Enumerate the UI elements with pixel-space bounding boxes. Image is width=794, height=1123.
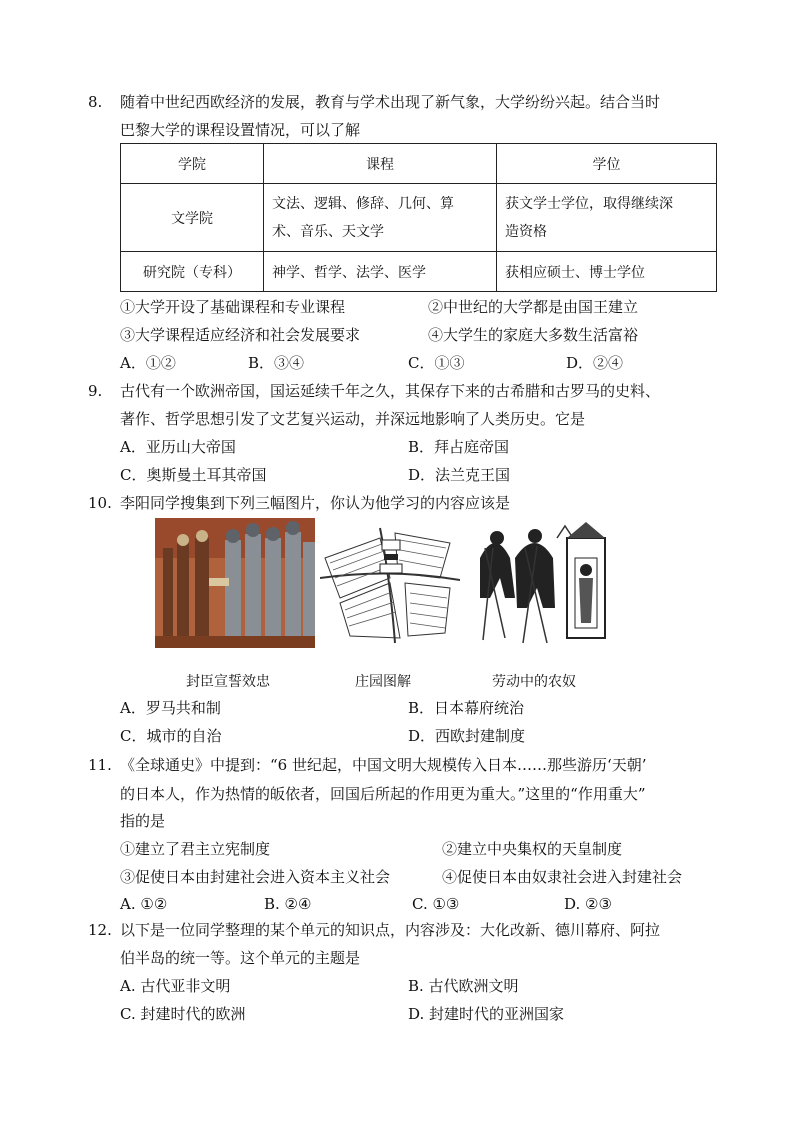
q11-option-b[interactable]: B. ②④ — [264, 895, 312, 913]
q8-number: 8. — [88, 93, 103, 111]
q10-stem: 李阳同学搜集到下列三幅图片，你认为他学习的内容应该是 — [120, 494, 511, 512]
q12-option-c[interactable]: C. 封建时代的欧洲 — [120, 1005, 246, 1023]
q9-option-d[interactable]: D．法兰克王国 — [408, 466, 511, 484]
q11-stem-line1: 《全球通史》中提到：“6 世纪起，中国文明大规模传入日本……那些游历‘天朝’ — [120, 756, 647, 774]
q12-stem-line1: 以下是一位同学整理的某个单元的知识点，内容涉及：大化改新、德川幕府、阿拉 — [120, 921, 661, 939]
q12-number: 12. — [88, 921, 112, 939]
table-row — [121, 252, 717, 292]
q8-statement-2: ②中世纪的大学都是由国王建立 — [428, 298, 639, 316]
table-cell-course-line2: 术、音乐、天文学 — [272, 223, 384, 240]
q12-option-d[interactable]: D. 封建时代的亚洲国家 — [408, 1005, 565, 1023]
q11-statement-2: ②建立中央集权的天皇制度 — [442, 840, 623, 858]
q8-statement-1: ①大学开设了基础课程和专业课程 — [120, 298, 346, 316]
q11-stem-line2: 的日本人，作为热情的皈依者，回国后所起的作用更为重大。”这里的“作用重大” — [120, 785, 646, 803]
q12-stem-line2: 伯半岛的统一等。这个单元的主题是 — [120, 949, 361, 967]
q9-option-b[interactable]: B．拜占庭帝国 — [408, 438, 510, 456]
q12-option-b[interactable]: B. 古代欧洲文明 — [408, 977, 519, 995]
q8-stem-line1: 随着中世纪西欧经济的发展，教育与学术出现了新气象，大学纷纷兴起。结合当时 — [120, 93, 661, 111]
q8-course-table — [120, 143, 717, 292]
q9-option-c[interactable]: C．奥斯曼土耳其帝国 — [120, 466, 267, 484]
q11-statement-1: ①建立了君主立宪制度 — [120, 840, 271, 858]
manor-diagram-image — [320, 518, 460, 648]
q8-option-b[interactable]: B．③④ — [248, 354, 305, 372]
q9-stem-line2: 著作、哲学思想引发了文艺复兴运动，并深远地影响了人类历史。它是 — [120, 410, 586, 428]
table-cell-degree-line2: 造资格 — [505, 223, 547, 240]
table-header-college: 学院 — [121, 144, 264, 184]
table-cell-course-line1: 文法、逻辑、修辞、几何、算 — [272, 195, 454, 212]
table-header-degree: 学位 — [497, 144, 717, 184]
caption-manor-diagram: 庄园图解 — [355, 674, 411, 690]
q12-option-a[interactable]: A. 古代亚非文明 — [120, 977, 231, 995]
q9-number: 9. — [88, 382, 103, 400]
caption-vassal-oath: 封臣宣誓效忠 — [186, 674, 270, 690]
q11-stem-line3: 指的是 — [120, 812, 166, 830]
table-cell-degree: 获相应硕士、博士学位 — [497, 252, 717, 292]
table-cell-college: 文学院 — [121, 184, 264, 252]
q11-option-c[interactable]: C. ①③ — [412, 895, 460, 913]
q10-option-a[interactable]: A．罗马共和制 — [120, 699, 221, 717]
q8-option-d[interactable]: D．②④ — [566, 354, 624, 372]
serfs-working-image — [475, 518, 610, 648]
q8-statement-4: ④大学生的家庭大多数生活富裕 — [428, 326, 639, 344]
q11-number: 11. — [88, 756, 112, 774]
table-cell-degree-line1: 获文学士学位，取得继续深 — [505, 195, 673, 212]
q8-option-c[interactable]: C．①③ — [408, 354, 465, 372]
table-cell-college: 研究院（专科） — [121, 252, 264, 292]
q11-option-a[interactable]: A. ①② — [120, 895, 168, 913]
table-cell-degree — [497, 184, 717, 252]
q10-number: 10. — [88, 494, 112, 512]
vassal-oath-image — [155, 518, 315, 648]
q11-option-d[interactable]: D. ②③ — [564, 895, 612, 913]
q9-option-a[interactable]: A．亚历山大帝国 — [120, 438, 236, 456]
q8-stem-line2: 巴黎大学的课程设置情况，可以了解 — [120, 121, 361, 139]
q10-option-d[interactable]: D．西欧封建制度 — [408, 727, 526, 745]
q9-stem-line1: 古代有一个欧洲帝国，国运延续千年之久，其保存下来的古希腊和古罗马的史料、 — [120, 382, 661, 400]
q10-option-b[interactable]: B．日本幕府统治 — [408, 699, 525, 717]
q11-statement-4: ④促使日本由奴隶社会进入封建社会 — [442, 868, 683, 886]
table-row — [121, 184, 717, 252]
q10-option-c[interactable]: C．城市的自治 — [120, 727, 222, 745]
q8-statement-3: ③大学课程适应经济和社会发展要求 — [120, 326, 361, 344]
q8-option-a[interactable]: A．①② — [120, 354, 176, 372]
table-cell-course — [264, 184, 497, 252]
caption-serfs-working: 劳动中的农奴 — [492, 674, 576, 690]
q11-statement-3: ③促使日本由封建社会进入资本主义社会 — [120, 868, 391, 886]
table-header-course: 课程 — [264, 144, 497, 184]
table-cell-course: 神学、哲学、法学、医学 — [264, 252, 497, 292]
